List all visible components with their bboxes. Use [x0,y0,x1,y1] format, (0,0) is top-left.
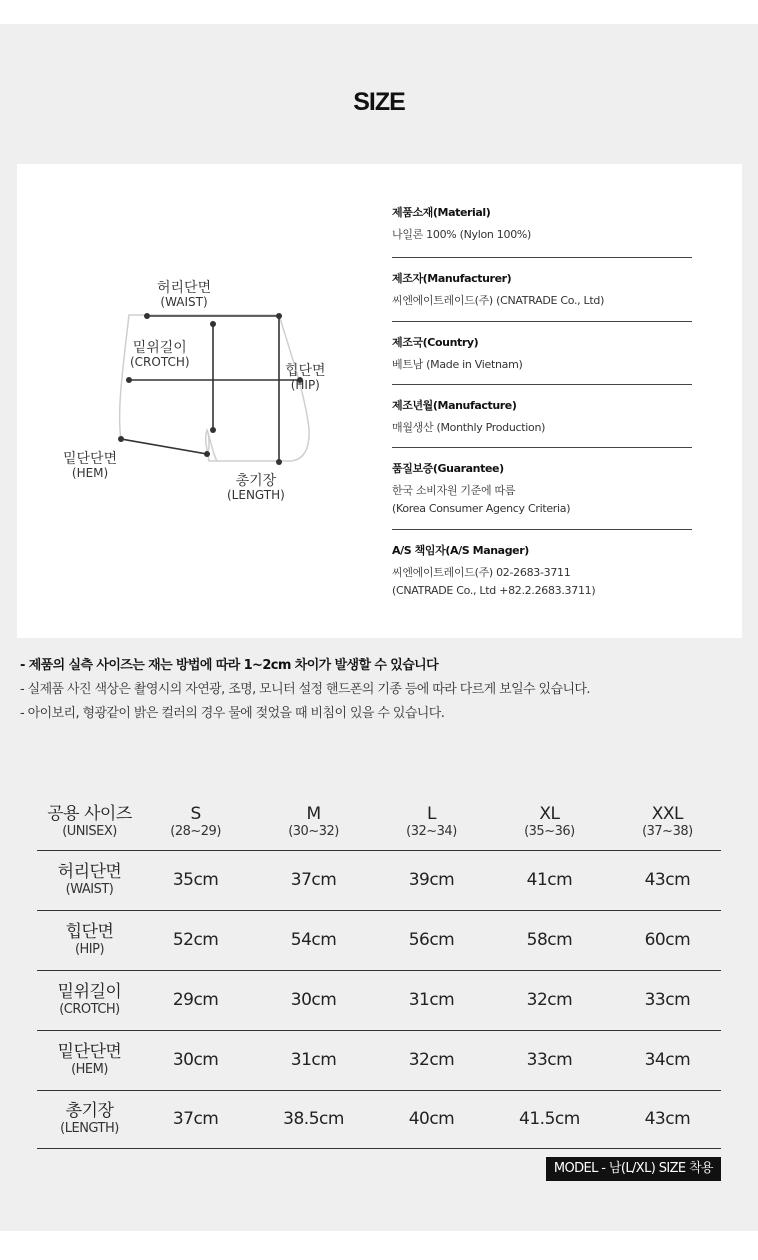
table-cell: 30cm [172,1050,219,1070]
table-row-hip [37,910,721,970]
table-row-hem [37,1030,721,1090]
row-label-length: 총기장 (LENGTH) [60,1101,119,1136]
shorts-size-diagram [57,264,357,524]
table-cell: 52cm [172,930,219,950]
hem-label: 밑단단면 (HEM) [63,451,118,480]
table-cell: 31cm [408,990,455,1010]
table-cell: 34cm [644,1050,691,1070]
table-cell: 33cm [526,1050,573,1070]
size-table-header-row [37,790,721,850]
table-row-length [37,1090,721,1148]
waist-label: 허리단면 (WAIST) [157,280,212,309]
table-cell: 30cm [290,990,337,1010]
spec-country: 제조국(Country) 베트남 (Made in Vietnam) [392,322,692,385]
notice-list [20,654,740,726]
size-table [37,790,721,1149]
notice-color: - 실제품 사진 색상은 촬영시의 자연광, 조명, 모니터 설정 핸드폰의 기종 등에 따라 다르게 보일수 있습니다. [20,682,590,697]
table-cell: 29cm [172,990,219,1010]
spec-manufacturer: 제조자(Manufacturer) 씨엔에이트레이드(주) (CNATRADE Co., Ltd) [392,258,692,322]
table-cell: 41cm [526,870,573,890]
table-cell: 41.5cm [519,1109,580,1129]
size-header-m: M (30~32) [288,803,339,839]
page-title: SIZE [353,88,405,116]
hip-label: 힙단면 (HIP) [285,363,326,392]
table-row-waist [37,850,721,910]
table-cell: 37cm [290,870,337,890]
row-label-waist: 허리단면 (WAIST) [57,862,122,897]
table-cell: 60cm [644,930,691,950]
crotch-label: 밑위길이 (CROTCH) [130,340,190,369]
table-cell: 54cm [290,930,337,950]
row-label-hip: 힙단면 (HIP) [65,922,114,957]
table-cell: 43cm [644,1109,691,1129]
table-cell: 32cm [526,990,573,1010]
row-label-crotch: 밑위길이 (CROTCH) [57,982,122,1017]
size-header-xl: XL (35~36) [524,803,575,839]
unisex-size-header: 공용 사이즈 (UNISEX) [47,803,132,839]
notice-bright-colors: - 아이보리, 형광같이 밝은 컬러의 경우 물에 젖었을 때 비침이 있을 수 있습니다. [20,706,445,721]
table-cell: 37cm [172,1109,219,1129]
table-cell: 43cm [644,870,691,890]
spec-manufacture-date: 제조년월(Manufacture) 매월생산 (Monthly Production) [392,385,692,448]
table-cell: 56cm [408,930,455,950]
model-size-badge: MODEL - 남(L/XL) SIZE 착용 [546,1157,721,1181]
table-cell: 39cm [408,870,455,890]
spec-guarantee: 품질보증(Guarantee) 한국 소비자원 기준에 따름 (Korea Consumer Agency Criteria) [392,448,692,530]
notice-measurement: - 제품의 실측 사이즈는 재는 방법에 따라 1~2cm 차이가 발생할 수 있습니다 [20,658,439,673]
size-header-s: S (28~29) [170,803,221,839]
table-cell: 33cm [644,990,691,1010]
size-header-l: L (32~34) [406,803,457,839]
size-header-xxl: XXL (37~38) [642,803,693,839]
table-cell: 40cm [408,1109,455,1129]
table-cell: 31cm [290,1050,337,1070]
length-label: 총기장 (LENGTH) [227,473,285,502]
spec-as-manager: A/S 책임자(A/S Manager) 씨엔에이트레이드(주) 02-2683-3711 (CNATRADE Co., Ltd +82.2.2683.3711) [392,544,596,597]
table-cell: 32cm [408,1050,455,1070]
table-cell: 35cm [172,870,219,890]
table-row-crotch [37,970,721,1030]
table-cell: 38.5cm [283,1109,344,1129]
spec-material: 제품소재(Material) 나일론 100% (Nylon 100%) [392,204,692,258]
product-info-card [17,164,742,638]
product-spec-list [392,204,692,600]
table-cell: 58cm [526,930,573,950]
row-label-hem: 밑단단면 (HEM) [57,1042,122,1077]
